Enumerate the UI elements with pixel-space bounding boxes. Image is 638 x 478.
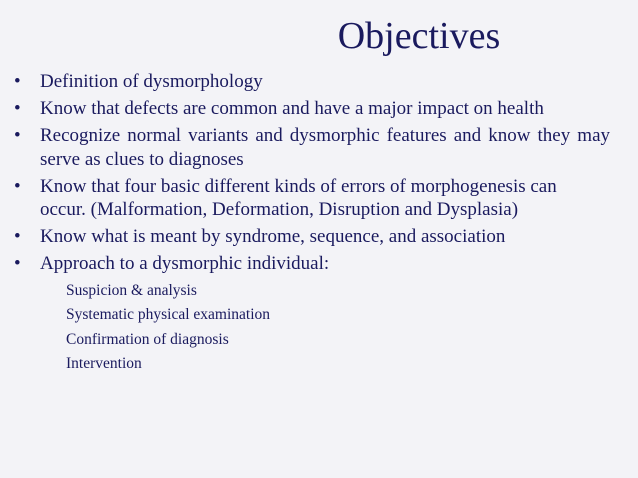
- sub-list: [40, 279, 610, 377]
- bullet-icon: •: [14, 125, 21, 146]
- bullet-item: [14, 97, 610, 121]
- bullet-item: [14, 225, 610, 249]
- slide-title: Objectives: [337, 15, 501, 57]
- bullet-icon: •: [14, 175, 21, 197]
- bullet-icon: •: [14, 98, 21, 119]
- bullet-text: Approach to a dysmorphic individual:: [40, 253, 330, 274]
- sub-item: Systematic physical examination: [66, 306, 271, 323]
- bullet-list: [14, 70, 610, 380]
- bullet-icon: •: [14, 71, 21, 92]
- bullet-item: [14, 252, 610, 377]
- bullet-text: Definition of dysmorphology: [40, 71, 263, 92]
- bullet-text: Know what is meant by syndrome, sequence, and association: [40, 226, 506, 247]
- bullet-item: [14, 124, 610, 171]
- bullet-icon: •: [14, 226, 21, 247]
- bullet-icon: •: [14, 253, 21, 274]
- bullet-text: Know that defects are common and have a major impact on health: [40, 98, 544, 119]
- bullet-item: [14, 175, 610, 222]
- bullet-text: Recognize normal variants and dysmorphic features and know they may serve as clues to diagnoses: [40, 125, 610, 170]
- bullet-text: Know that four basic different kinds of errors of morphogenesis can occur. (Malformation, Deformation, Disruption and Dysplasia): [40, 175, 557, 220]
- sub-item: Suspicion & analysis: [66, 281, 197, 299]
- sub-item: Confirmation of diagnosis: [66, 330, 229, 348]
- sub-item: Intervention: [66, 355, 142, 372]
- bullet-item: [14, 70, 610, 94]
